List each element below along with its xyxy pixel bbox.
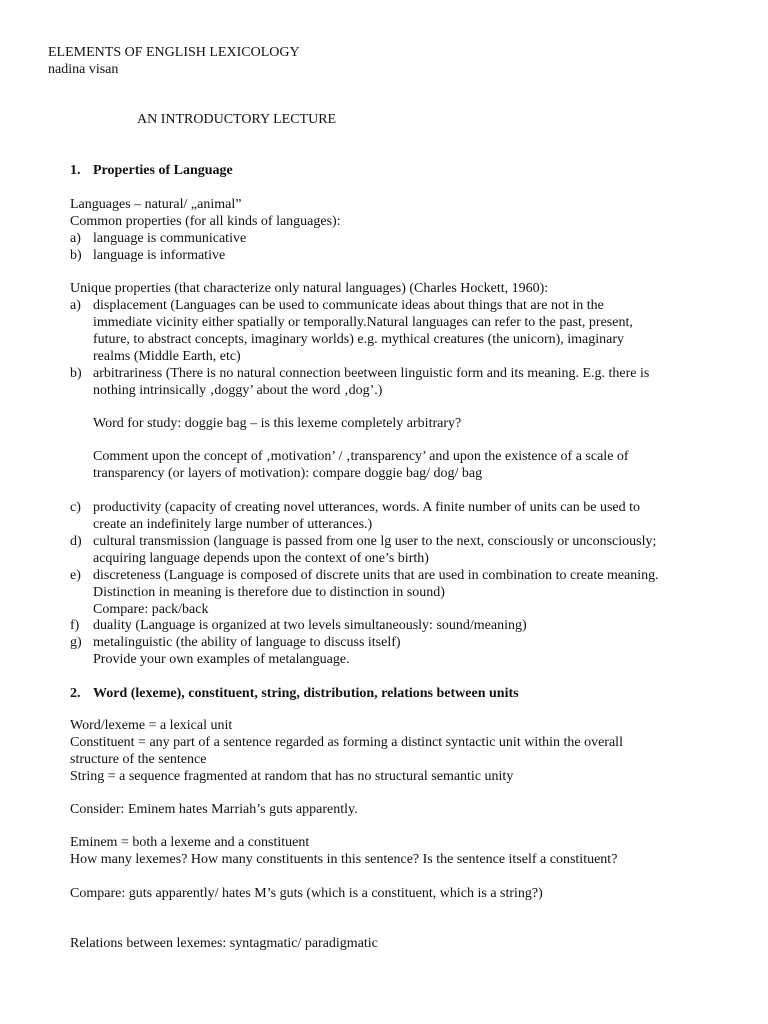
- eminem-line: Eminem = both a lexeme and a constituent: [70, 835, 310, 850]
- list-item-line: arbitrariness (There is no natural connection beetween linguistic form and its meaning. E.g. there is: [93, 366, 650, 381]
- list-marker: b): [70, 248, 82, 263]
- definition-line: Constituent = any part of a sentence regarded as forming a distinct syntactic unit within the overall: [70, 735, 623, 750]
- word-for-study-line: Word for study: doggie bag – is this lexeme completely arbitrary?: [93, 416, 462, 431]
- section-2-heading: Word (lexeme), constituent, string, distribution, relations between units: [93, 686, 519, 701]
- list-marker: g): [70, 635, 82, 650]
- list-marker: a): [70, 298, 81, 313]
- compare-line: Compare: guts apparently/ hates M’s guts (which is a constituent, which is a string?): [70, 886, 543, 901]
- list-item-line: create an indefinitely large number of utterances.): [93, 517, 373, 532]
- list-marker: d): [70, 534, 82, 549]
- languages-line: Languages – natural/ „animal”: [70, 197, 242, 212]
- list-marker: a): [70, 231, 81, 246]
- list-item: language is informative: [93, 248, 226, 263]
- list-item-line: displacement (Languages can be used to communicate ideas about things that are not in the: [93, 298, 604, 313]
- list-item: language is communicative: [93, 231, 247, 246]
- list-item-line: nothing intrinsically ‚doggy’ about the word ‚dog’.): [93, 383, 383, 398]
- section-1-heading: Properties of Language: [93, 163, 233, 178]
- list-item-line: cultural transmission (language is passed from one lg user to the next, consciously or unconsciously;: [93, 534, 657, 549]
- course-title: ELEMENTS OF ENGLISH LEXICOLOGY: [48, 45, 300, 60]
- question-line: How many lexemes? How many constituents in this sentence? Is the sentence itself a constituent?: [70, 852, 618, 867]
- list-item-line: discreteness (Language is composed of discrete units that are used in combination to create meaning.: [93, 568, 659, 583]
- list-marker: c): [70, 500, 81, 515]
- author-name: nadina visan: [48, 62, 119, 77]
- list-item-line: productivity (capacity of creating novel utterances, words. A finite number of units can be used to: [93, 500, 641, 515]
- consider-line: Consider: Eminem hates Marriah’s guts apparently.: [70, 802, 358, 817]
- list-marker: f): [70, 618, 80, 633]
- common-properties-line: Common properties (for all kinds of languages):: [70, 214, 341, 229]
- lecture-title: AN INTRODUCTORY LECTURE: [137, 112, 337, 127]
- comment-line: transparency (or layers of motivation): compare doggie bag/ dog/ bag: [93, 466, 483, 481]
- list-item-line: Provide your own examples of metalanguage.: [93, 652, 350, 667]
- list-item-line: immediate vicinity either spatially or temporally.Natural languages can refer to the past, present,: [93, 315, 633, 330]
- definition-line: structure of the sentence: [70, 752, 207, 767]
- list-item-line: metalinguistic (the ability of language to discuss itself): [93, 635, 401, 650]
- list-item-line: future, to abstract concepts, imaginary worlds) e.g. mythical creatures (the unicorn), imaginary: [93, 332, 625, 347]
- relations-line: Relations between lexemes: syntagmatic/ paradigmatic: [70, 936, 378, 951]
- comment-line: Comment upon the concept of ‚motivation’ / ‚transparency’ and upon the existence of a scale of: [93, 449, 629, 464]
- section-2-number: 2.: [70, 686, 81, 701]
- list-marker: b): [70, 366, 82, 381]
- list-item-line: Compare: pack/back: [93, 602, 209, 617]
- definition-line: Word/lexeme = a lexical unit: [70, 718, 233, 733]
- list-item-line: Distinction in meaning is therefore due to distinction in sound): [93, 585, 445, 600]
- section-1-number: 1.: [70, 163, 81, 178]
- unique-properties-line: Unique properties (that characterize only natural languages) (Charles Hockett, 1960):: [70, 281, 549, 296]
- definition-line: String = a sequence fragmented at random that has no structural semantic unity: [70, 769, 514, 784]
- list-marker: e): [70, 568, 81, 583]
- list-item-line: realms (Middle Earth, etc): [93, 349, 241, 364]
- list-item-line: acquiring language depends upon the context of one’s birth): [93, 551, 429, 566]
- list-item-line: duality (Language is organized at two levels simultaneously: sound/meaning): [93, 618, 527, 633]
